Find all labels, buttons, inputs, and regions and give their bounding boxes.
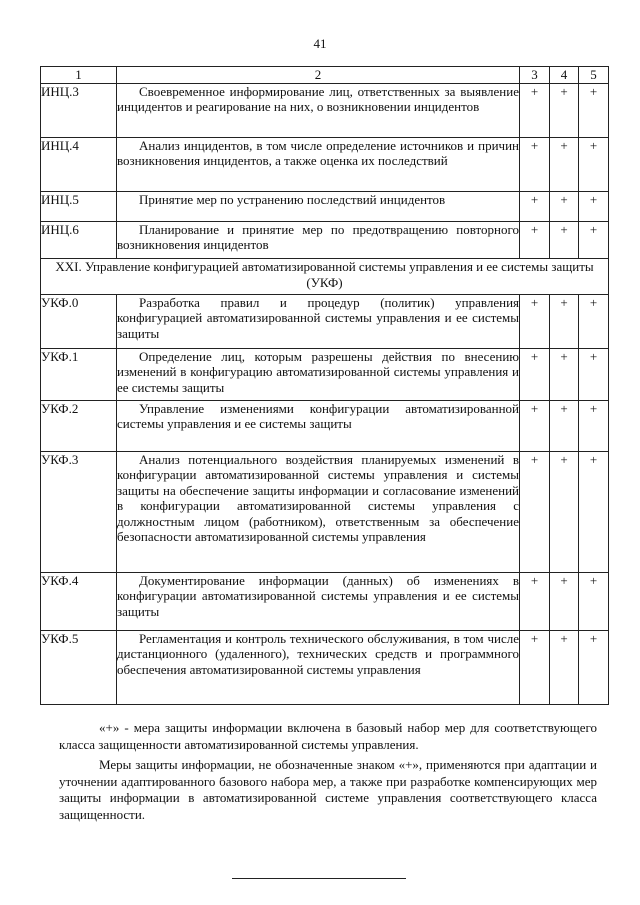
class-3-mark: +	[520, 349, 550, 401]
class-3-mark: +	[520, 573, 550, 631]
measure-code: ИНЦ.6	[41, 222, 117, 259]
section-header-row	[41, 259, 609, 295]
measure-description: Анализ инцидентов, в том числе определение источников и причин возникновения инцидентов, а также оценка их последствий	[117, 138, 520, 192]
header-col-5: 5	[579, 67, 609, 84]
class-4-mark: +	[550, 222, 579, 259]
class-5-mark: +	[579, 349, 609, 401]
note-plus-meaning: «+» - мера защиты информации включена в базовый набор мер для соответствующего класса защищенности автоматизированной системы управления.	[59, 720, 597, 752]
class-3-mark: +	[520, 401, 550, 452]
class-5-mark: +	[579, 573, 609, 631]
table-row	[41, 192, 609, 222]
measure-code: УКФ.2	[41, 401, 117, 452]
table-header-row	[41, 67, 609, 84]
measure-description: Регламентация и контроль технического обслуживания, в том числе дистанционного (удаленного), технических средств и программного обеспечения автоматизированной системы управления	[117, 631, 520, 705]
table-row	[41, 573, 609, 631]
note-unmarked-measures: Меры защиты информации, не обозначенные знаком «+», применяются при адаптации и уточнении адаптированного базового набора мер, а также при разработке компенсирующих мер защиты информации в автоматизированной системе управления соответствующего класса защищенности.	[59, 757, 597, 822]
table-row	[41, 349, 609, 401]
class-3-mark: +	[520, 192, 550, 222]
class-4-mark: +	[550, 349, 579, 401]
measure-description: Управление изменениями конфигурации автоматизированной системы управления и ее системы защиты	[117, 401, 520, 452]
measure-code: ИНЦ.5	[41, 192, 117, 222]
measures-table	[40, 66, 609, 705]
table-row	[41, 631, 609, 705]
class-5-mark: +	[579, 222, 609, 259]
class-3-mark: +	[520, 222, 550, 259]
header-col-4: 4	[550, 67, 579, 84]
class-3-mark: +	[520, 138, 550, 192]
measure-description: Своевременное информирование лиц, ответственных за выявление инцидентов и реагирование на них, о возникновении инцидентов	[117, 84, 520, 138]
measure-code: УКФ.3	[41, 452, 117, 573]
class-3-mark: +	[520, 452, 550, 573]
table-row	[41, 84, 609, 138]
header-col-1: 1	[41, 67, 117, 84]
class-4-mark: +	[550, 452, 579, 573]
class-3-mark: +	[520, 84, 550, 138]
table-row	[41, 452, 609, 573]
table-row	[41, 222, 609, 259]
notes-section	[59, 720, 597, 827]
table-row	[41, 401, 609, 452]
measure-description: Планирование и принятие мер по предотвращению повторного возникновения инцидентов	[117, 222, 520, 259]
measure-code: УКФ.4	[41, 573, 117, 631]
class-4-mark: +	[550, 138, 579, 192]
class-5-mark: +	[579, 631, 609, 705]
measure-code: УКФ.0	[41, 295, 117, 349]
class-5-mark: +	[579, 295, 609, 349]
header-col-2: 2	[117, 67, 520, 84]
measure-description: Определение лиц, которым разрешены действия по внесению изменений в конфигурацию автоматизированной системы управления и ее системы защиты	[117, 349, 520, 401]
section-title: XXI. Управление конфигурацией автоматизированной системы управления и ее системы защиты (УКФ)	[41, 259, 609, 295]
class-4-mark: +	[550, 401, 579, 452]
class-5-mark: +	[579, 192, 609, 222]
class-4-mark: +	[550, 295, 579, 349]
table-row	[41, 295, 609, 349]
class-4-mark: +	[550, 192, 579, 222]
class-3-mark: +	[520, 295, 550, 349]
class-4-mark: +	[550, 84, 579, 138]
class-5-mark: +	[579, 452, 609, 573]
class-3-mark: +	[520, 631, 550, 705]
measure-code: УКФ.1	[41, 349, 117, 401]
footer-rule	[232, 878, 406, 879]
measure-description: Принятие мер по устранению последствий инцидентов	[117, 192, 520, 222]
measure-code: УКФ.5	[41, 631, 117, 705]
measure-code: ИНЦ.3	[41, 84, 117, 138]
class-4-mark: +	[550, 631, 579, 705]
class-5-mark: +	[579, 401, 609, 452]
class-5-mark: +	[579, 138, 609, 192]
measure-code: ИНЦ.4	[41, 138, 117, 192]
class-4-mark: +	[550, 573, 579, 631]
measure-description: Анализ потенциального воздействия планируемых изменений в конфигурации автоматизированной системы управления и системы защиты на обеспечение защиты информации и согласование изменений в конфигурации автоматизированной системы управления с должностным лицом (работником), ответственным за обеспечение безопасности автоматизированной системы управления	[117, 452, 520, 573]
table-row	[41, 138, 609, 192]
page-number: 41	[313, 36, 327, 51]
measure-description: Документирование информации (данных) об изменениях в конфигурации автоматизированной системы управления и ее системы защиты	[117, 573, 520, 631]
measure-description: Разработка правил и процедур (политик) управления конфигурацией автоматизированной системы управления и ее системы защиты	[117, 295, 520, 349]
header-col-3: 3	[520, 67, 550, 84]
class-5-mark: +	[579, 84, 609, 138]
